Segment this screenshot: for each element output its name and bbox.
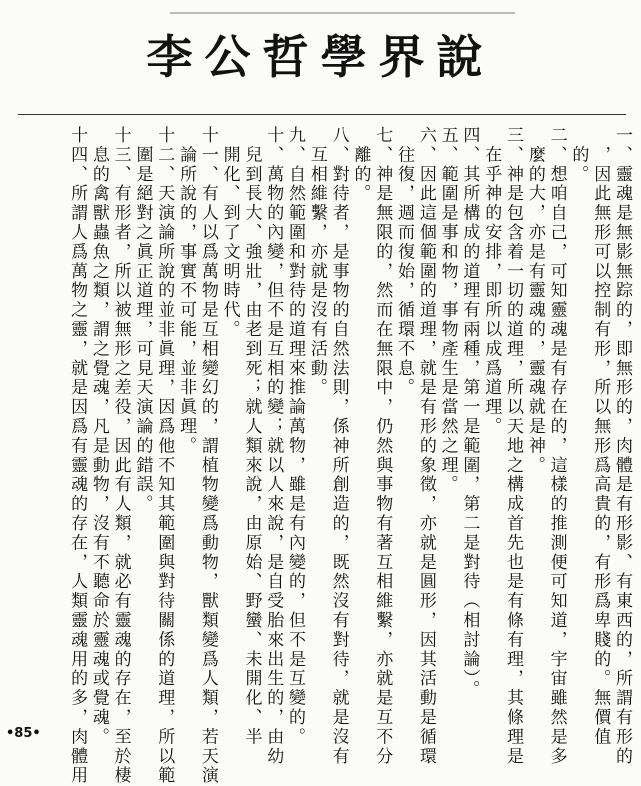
text-column: 往復，週而復始，循環不息。 [394, 126, 415, 398]
text-column: 開化、到了文明時代。 [219, 126, 240, 340]
text-column: 論所說的，事實不可能，並非眞理。 [176, 126, 197, 456]
page-title: 李公哲學界說 [146, 30, 495, 84]
text-column: 十二、天演論所說的並非眞理，因爲他不知其範圍與對待關係的道理，所以範 [154, 126, 175, 786]
text-column: 十三、有形者，所以被無形之差役，因此有人類，就必有靈魂的存在，至於棲 [110, 126, 131, 786]
text-column: 三、神是包含着一切的道理，所以天地之構成首先也是有條有理，其條理是 [503, 126, 524, 767]
text-column: 兒到長大、強壯，由老到死；就人類來說，由原始、野蠻、未開化、半 [241, 126, 262, 747]
text-column: 四、其所構成的道理有兩種，第一是範圍，第二是對待（相討論）。 [459, 126, 480, 700]
text-column: 圍是絕對之眞正道理，可見天演論的錯誤。 [132, 126, 153, 514]
text-column: 二、想咱自己，可知靈魂是有存在的，這樣的推測便可知道，宇宙雖然是多 [546, 126, 567, 767]
text-column: 的。 [568, 126, 589, 185]
text-column: 七、神是無限的，然而在無限中，仍然與事物有著互相維繫，亦就是互不分 [372, 126, 393, 767]
page-number: •85• [6, 726, 41, 741]
top-decorative-line [170, 12, 515, 14]
text-column: ，因此無形可以控制有形，所以無形爲高貴的，有形爲卑賤的。無價值 [590, 126, 611, 747]
text-column: 在乎神的安排，即所以成爲道理。 [481, 126, 502, 437]
text-column: 離的。 [350, 126, 371, 204]
title-divider [18, 114, 626, 115]
text-column: 麼的大，亦是有靈魂的，靈魂就是神。 [524, 126, 545, 476]
text-column: 九、自然範圍和對待的道理來推論萬物，雖是有內變的，但不是互變的。 [285, 126, 306, 747]
text-column: 八、對待者，是事物的自然法則，係神所創造的，既然沒有對待，就是沒有 [328, 126, 349, 767]
text-column: 六、因此這個範圍的道理，就是有形的象徵，亦就是圓形，因其活動是循環 [415, 126, 436, 767]
text-column: 一、靈魂是無影無踪的，即無形的，肉體是有形影、有東西的，所謂有形的 [612, 126, 632, 767]
text-column: 十、萬物的內變，但不是互相的變；就以人來說，是自受胎來出生的，由幼 [263, 126, 284, 767]
text-column: 息的禽獸蟲魚之類，謂之覺魂，凡是動物，沒有不聽命於靈魂或覺魂。 [88, 126, 109, 747]
text-column: 五、範圍是事和物，事物產生是當然之理。 [437, 126, 458, 495]
text-column: 互相維繫，亦就是沒有活動。 [306, 126, 327, 398]
text-column: 十一、有人以爲萬物是互相變幻的，謂植物變爲動物，獸類變爲人類，若天演 [197, 126, 218, 786]
text-column: 十四、所謂人爲萬物之靈，就是因爲有靈魂的存在，人類靈魂用的多，肉體用 [67, 126, 88, 786]
